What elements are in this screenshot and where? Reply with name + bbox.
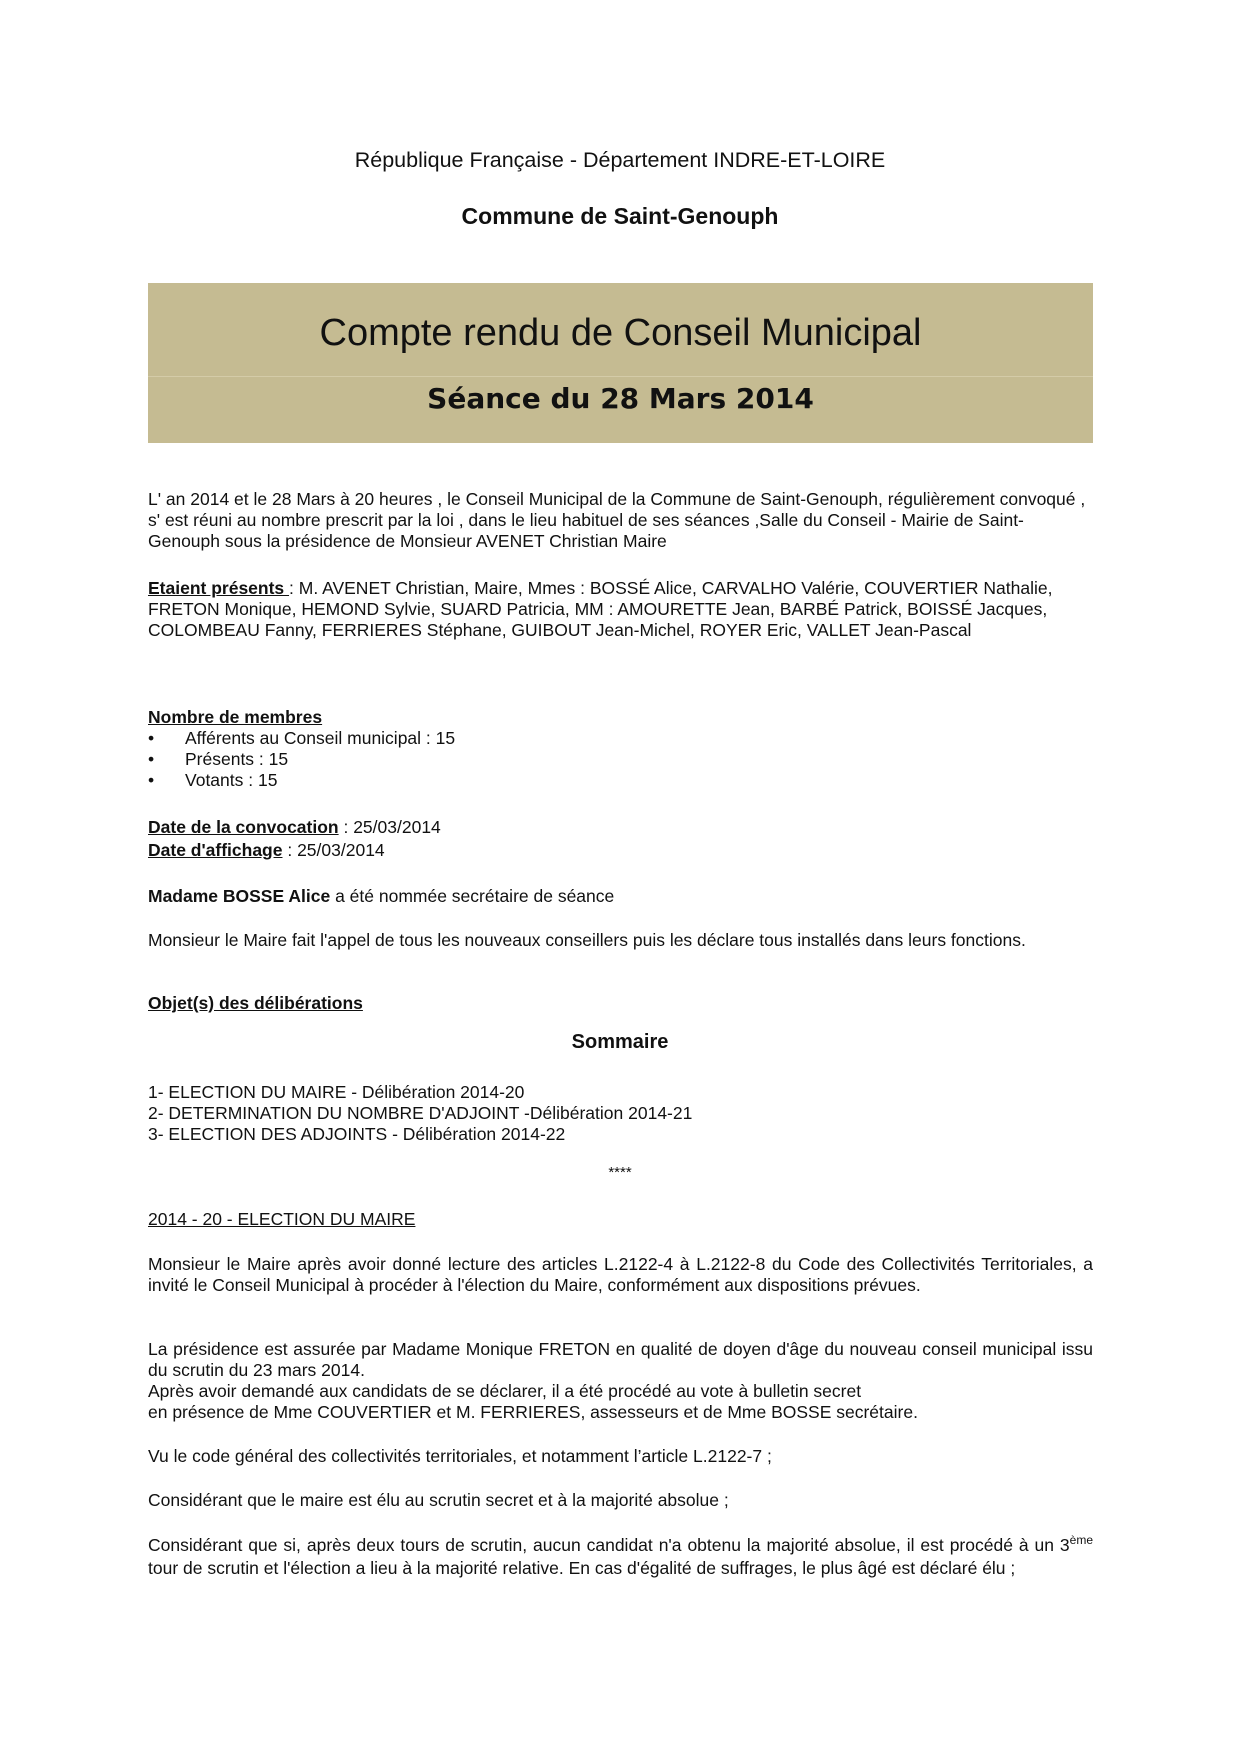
convocation-label: Date de la convocation <box>148 817 339 837</box>
republique-heading: République Française - Département INDRE-ET-LOIRE <box>354 148 886 172</box>
banner-title: Compte rendu de Conseil Municipal <box>319 312 922 354</box>
title-banner <box>148 283 1093 443</box>
list-item: 3- ELECTION DES ADJOINTS - Délibération 2014-22 <box>148 1124 566 1144</box>
sommaire-title: Sommaire <box>571 1031 669 1053</box>
p5-part-b: tour de scrutin et l'élection a lieu à la majorité relative. En cas d'égalité de suffrages, le plus âgé est déclaré élu ; <box>148 1558 1016 1578</box>
date-affichage <box>148 840 1093 861</box>
p5-part-a: Considérant que si, après deux tours de scrutin, aucun candidat n'a obtenu la majorité absolue, il est procédé à un 3 <box>148 1535 1070 1555</box>
secretaire-line <box>148 886 1093 907</box>
membres-section <box>148 707 1093 791</box>
presents-list: : M. AVENET Christian, Maire, Mmes : BOSSÉ Alice, CARVALHO Valérie, COUVERTIER Nathalie, FRETON Monique, HEMOND Sylvie, SUARD Patricia, MM : AMOURETTE Jean, BARBÉ Patrick, BOISSÉ Jacques, COLOMBEAU Fanny, FERRIERES Stéphane, GUIBOUT Jean-Michel, ROYER Eric, VALLET Jean-Pascal <box>148 578 1053 640</box>
list-item: 1- ELECTION DU MAIRE - Délibération 2014-20 <box>148 1082 525 1102</box>
banner-subtitle: Séance du 28 Mars 2014 <box>427 382 814 415</box>
deliberation-p3: Vu le code général des collectivités territoriales, et notamment l’article L.2122-7 ; <box>148 1446 772 1466</box>
date-convocation <box>148 817 1093 838</box>
bullet-icon: • <box>148 749 155 769</box>
secretaire-name: Madame BOSSE Alice <box>148 886 331 906</box>
membres-label: Nombre de membres <box>148 707 323 727</box>
sommaire-list <box>148 1082 1093 1145</box>
list-item: • Votants : 15 <box>148 770 278 790</box>
deliberation-p5 <box>148 1534 1093 1580</box>
list-item: • Présents : 15 <box>148 749 289 769</box>
p2-line1: La présidence est assurée par Madame Monique FRETON en qualité de doyen d'âge du nouveau conseil municipal issu du scrutin du 23 mars 2014. <box>148 1339 1093 1380</box>
presents-label: Etaient présents <box>148 578 290 598</box>
deliberation-title: 2014 - 20 - ELECTION DU MAIRE <box>148 1209 416 1229</box>
appel-paragraph: Monsieur le Maire fait l'appel de tous les nouveaux conseillers puis les déclare tous installés dans leurs fonctions. <box>148 930 1026 950</box>
list-item: • Afférents au Conseil municipal : 15 <box>148 728 456 748</box>
secretaire-text: a été nommée secrétaire de séance <box>330 886 615 906</box>
deliberation-p2 <box>148 1339 1093 1423</box>
p2-line2: Après avoir demandé aux candidats de se déclarer, il a été procédé au vote à bulletin secret <box>148 1381 862 1401</box>
convocation-value: : 25/03/2014 <box>338 817 441 837</box>
p2-line3: en présence de Mme COUVERTIER et M. FERRIERES, assesseurs et de Mme BOSSE secrétaire. <box>148 1402 918 1422</box>
deliberation-p4: Considérant que le maire est élu au scrutin secret et à la majorité absolue ; <box>148 1490 729 1510</box>
deliberation-title-line <box>148 1209 1093 1230</box>
bullet-icon: • <box>148 770 155 790</box>
list-item: 2- DETERMINATION DU NOMBRE D'ADJOINT -Délibération 2014-21 <box>148 1103 693 1123</box>
objets-label: Objet(s) des délibérations <box>148 993 363 1013</box>
intro-paragraph: L' an 2014 et le 28 Mars à 20 heures , le Conseil Municipal de la Commune de Saint-Genouph, régulièrement convoqué , s' est réuni au nombre prescrit par la loi , dans le lieu habituel de ses séances ,Salle du Conseil - Mairie de Saint-Genouph sous la présidence de Monsieur AVENET Christian Maire <box>148 489 1086 551</box>
affichage-label: Date d'affichage <box>148 840 283 860</box>
presents-paragraph <box>148 578 1093 641</box>
objets-section <box>148 993 1093 1014</box>
commune-heading: Commune de Saint-Genouph <box>461 203 779 229</box>
section-separator: **** <box>608 1164 632 1181</box>
deliberation-p1: Monsieur le Maire après avoir donné lecture des articles L.2122-4 à L.2122-8 du Code des Collectivités Territoriales, a invité le Conseil Municipal à procéder à l'élection du Maire, conformément aux dispositions prévues. <box>148 1254 1093 1295</box>
affichage-value: : 25/03/2014 <box>282 840 385 860</box>
bullet-icon: • <box>148 728 155 748</box>
membres-list <box>148 728 1093 791</box>
p5-superscript: ème <box>1069 1533 1093 1547</box>
banner-divider <box>148 376 1093 377</box>
